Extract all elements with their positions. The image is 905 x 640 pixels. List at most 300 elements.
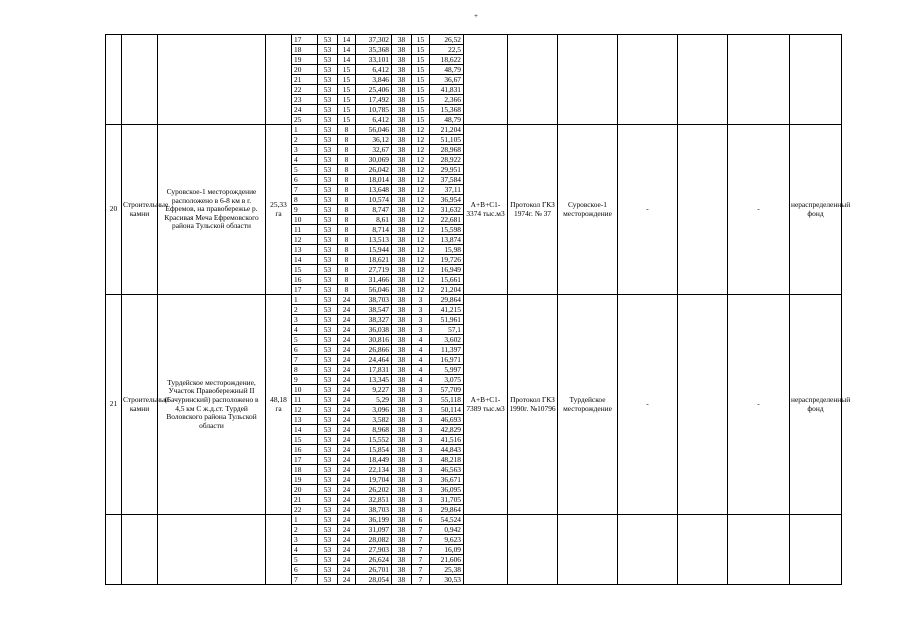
point-number: 7	[292, 355, 318, 365]
lon-seconds: 21,204	[430, 285, 464, 295]
lon-degrees: 38	[392, 55, 412, 65]
lon-minutes: 12	[412, 155, 430, 165]
lon-degrees: 38	[392, 105, 412, 115]
point-number: 12	[292, 405, 318, 415]
lat-degrees: 53	[318, 135, 338, 145]
lon-minutes: 3	[412, 385, 430, 395]
lat-seconds: 10,785	[356, 105, 392, 115]
empty-cell-9	[678, 125, 728, 295]
lon-seconds: 13,874	[430, 235, 464, 245]
lon-minutes: 4	[412, 375, 430, 385]
point-number: 7	[292, 575, 318, 585]
lon-seconds: 48,218	[430, 455, 464, 465]
lon-minutes: 3	[412, 415, 430, 425]
lat-seconds: 10,574	[356, 195, 392, 205]
lat-seconds: 27,903	[356, 545, 392, 555]
lon-degrees: 38	[392, 445, 412, 455]
point-number: 11	[292, 395, 318, 405]
lat-seconds: 56,046	[356, 125, 392, 135]
reserves-cell: А+В+С1-7389 тыс.м3	[464, 295, 508, 515]
site-name-cell	[558, 35, 618, 125]
lon-minutes: 12	[412, 185, 430, 195]
lat-degrees: 53	[318, 475, 338, 485]
point-number: 9	[292, 375, 318, 385]
lon-seconds: 3,602	[430, 335, 464, 345]
deposit-area: 25,33 га	[266, 125, 292, 295]
lat-degrees: 53	[318, 105, 338, 115]
lat-seconds: 24,464	[356, 355, 392, 365]
lon-minutes: 12	[412, 245, 430, 255]
lon-seconds: 3,075	[430, 375, 464, 385]
lat-degrees: 53	[318, 435, 338, 445]
lat-minutes: 24	[338, 405, 356, 415]
lat-seconds: 17,831	[356, 365, 392, 375]
lat-seconds: 56,046	[356, 285, 392, 295]
lat-minutes: 24	[338, 435, 356, 445]
point-number: 10	[292, 215, 318, 225]
lat-degrees: 53	[318, 35, 338, 45]
point-number: 4	[292, 545, 318, 555]
lon-seconds: 42,829	[430, 425, 464, 435]
empty-cell-8: -	[618, 295, 678, 515]
lat-seconds: 37,302	[356, 35, 392, 45]
lat-minutes: 15	[338, 75, 356, 85]
lon-degrees: 38	[392, 365, 412, 375]
point-number: 21	[292, 75, 318, 85]
lon-seconds: 26,52	[430, 35, 464, 45]
empty-cell-9	[678, 35, 728, 125]
lat-minutes: 24	[338, 525, 356, 535]
lon-seconds: 28,968	[430, 145, 464, 155]
lon-seconds: 15,598	[430, 225, 464, 235]
lon-minutes: 12	[412, 255, 430, 265]
lon-seconds: 21,606	[430, 555, 464, 565]
lat-minutes: 24	[338, 305, 356, 315]
lon-degrees: 38	[392, 115, 412, 125]
lon-degrees: 38	[392, 255, 412, 265]
row-number	[106, 515, 122, 585]
point-number: 5	[292, 335, 318, 345]
lon-degrees: 38	[392, 315, 412, 325]
point-number: 9	[292, 205, 318, 215]
lat-minutes: 24	[338, 355, 356, 365]
lat-minutes: 24	[338, 515, 356, 525]
lon-seconds: 36,954	[430, 195, 464, 205]
lat-seconds: 3,096	[356, 405, 392, 415]
lat-seconds: 30,069	[356, 155, 392, 165]
lat-minutes: 15	[338, 85, 356, 95]
lon-degrees: 38	[392, 235, 412, 245]
lat-minutes: 8	[338, 235, 356, 245]
lat-minutes: 8	[338, 245, 356, 255]
lat-minutes: 15	[338, 115, 356, 125]
lat-degrees: 53	[318, 165, 338, 175]
lon-degrees: 38	[392, 415, 412, 425]
point-number: 8	[292, 195, 318, 205]
lon-degrees: 38	[392, 485, 412, 495]
lat-seconds: 18,449	[356, 455, 392, 465]
lon-minutes: 4	[412, 365, 430, 375]
lon-minutes: 12	[412, 215, 430, 225]
lat-seconds: 36,038	[356, 325, 392, 335]
lat-minutes: 8	[338, 125, 356, 135]
empty-cell-10	[728, 515, 790, 585]
lon-degrees: 38	[392, 245, 412, 255]
lon-minutes: 12	[412, 135, 430, 145]
lat-seconds: 3,846	[356, 75, 392, 85]
lon-degrees: 38	[392, 545, 412, 555]
lon-minutes: 7	[412, 525, 430, 535]
lat-seconds: 13,513	[356, 235, 392, 245]
lat-minutes: 8	[338, 285, 356, 295]
lon-minutes: 3	[412, 425, 430, 435]
lon-seconds: 46,693	[430, 415, 464, 425]
deposit-description	[158, 515, 266, 585]
point-number: 6	[292, 565, 318, 575]
lat-degrees: 53	[318, 455, 338, 465]
lon-minutes: 3	[412, 455, 430, 465]
lon-minutes: 3	[412, 495, 430, 505]
lon-seconds: 41,516	[430, 435, 464, 445]
reserves-cell: А+В+С1-3374 тыс.м3	[464, 125, 508, 295]
lon-degrees: 38	[392, 565, 412, 575]
lon-minutes: 3	[412, 445, 430, 455]
lat-seconds: 38,327	[356, 315, 392, 325]
lat-minutes: 24	[338, 365, 356, 375]
lat-minutes: 24	[338, 385, 356, 395]
deposit-area	[266, 35, 292, 125]
lon-seconds: 51,105	[430, 135, 464, 145]
lat-degrees: 53	[318, 85, 338, 95]
point-number: 14	[292, 255, 318, 265]
lat-minutes: 24	[338, 425, 356, 435]
lat-degrees: 53	[318, 65, 338, 75]
lon-minutes: 12	[412, 195, 430, 205]
lon-seconds: 2,366	[430, 95, 464, 105]
lon-seconds: 16,949	[430, 265, 464, 275]
lat-minutes: 15	[338, 95, 356, 105]
lon-minutes: 3	[412, 325, 430, 335]
lat-degrees: 53	[318, 525, 338, 535]
lat-minutes: 8	[338, 135, 356, 145]
protocol-cell: Протокол ГКЗ 1990г. №10796	[508, 295, 558, 515]
lon-seconds: 29,864	[430, 505, 464, 515]
lon-minutes: 3	[412, 465, 430, 475]
lat-degrees: 53	[318, 245, 338, 255]
lon-minutes: 6	[412, 515, 430, 525]
lon-minutes: 7	[412, 555, 430, 565]
point-number: 22	[292, 505, 318, 515]
lat-degrees: 53	[318, 265, 338, 275]
lat-minutes: 24	[338, 295, 356, 305]
deposits-table	[105, 34, 851, 585]
mineral-type	[122, 35, 158, 125]
point-number: 3	[292, 535, 318, 545]
lon-seconds: 48,79	[430, 115, 464, 125]
lon-minutes: 7	[412, 535, 430, 545]
lat-degrees: 53	[318, 175, 338, 185]
lon-degrees: 38	[392, 35, 412, 45]
site-name-cell: Суровское-1 месторождение	[558, 125, 618, 295]
lat-seconds: 8,747	[356, 205, 392, 215]
lat-degrees: 53	[318, 155, 338, 165]
lon-minutes: 4	[412, 335, 430, 345]
lat-minutes: 8	[338, 185, 356, 195]
lon-degrees: 38	[392, 385, 412, 395]
site-name-cell: Турдейское месторождение	[558, 295, 618, 515]
mineral-type: Строительные камни	[122, 125, 158, 295]
lon-seconds: 5,997	[430, 365, 464, 375]
lon-degrees: 38	[392, 335, 412, 345]
empty-cell-10: -	[728, 295, 790, 515]
lon-degrees: 38	[392, 465, 412, 475]
lon-minutes: 3	[412, 505, 430, 515]
lon-minutes: 12	[412, 235, 430, 245]
lat-degrees: 53	[318, 425, 338, 435]
lat-seconds: 31,097	[356, 525, 392, 535]
lat-seconds: 31,466	[356, 275, 392, 285]
lon-seconds: 55,118	[430, 395, 464, 405]
lon-minutes: 15	[412, 35, 430, 45]
lat-minutes: 8	[338, 205, 356, 215]
lat-degrees: 53	[318, 535, 338, 545]
lon-minutes: 3	[412, 435, 430, 445]
lat-degrees: 53	[318, 495, 338, 505]
lon-minutes: 3	[412, 315, 430, 325]
lon-degrees: 38	[392, 185, 412, 195]
lon-minutes: 3	[412, 475, 430, 485]
lon-minutes: 15	[412, 75, 430, 85]
lon-seconds: 57,709	[430, 385, 464, 395]
lat-minutes: 8	[338, 145, 356, 155]
lon-seconds: 19,726	[430, 255, 464, 265]
lon-minutes: 15	[412, 55, 430, 65]
lat-minutes: 8	[338, 215, 356, 225]
lon-degrees: 38	[392, 95, 412, 105]
lon-seconds: 15,368	[430, 105, 464, 115]
deposits-table-wrapper	[105, 34, 851, 585]
point-number: 19	[292, 475, 318, 485]
lat-seconds: 26,624	[356, 555, 392, 565]
lat-minutes: 24	[338, 475, 356, 485]
point-number: 3	[292, 145, 318, 155]
lat-degrees: 53	[318, 485, 338, 495]
lat-minutes: 8	[338, 175, 356, 185]
lon-minutes: 7	[412, 575, 430, 585]
lon-degrees: 38	[392, 405, 412, 415]
point-number: 18	[292, 465, 318, 475]
lon-seconds: 46,563	[430, 465, 464, 475]
lat-degrees: 53	[318, 295, 338, 305]
lat-seconds: 30,816	[356, 335, 392, 345]
deposit-description	[158, 35, 266, 125]
point-number: 8	[292, 365, 318, 375]
row-number: 21	[106, 295, 122, 515]
lon-minutes: 7	[412, 565, 430, 575]
point-number: 17	[292, 285, 318, 295]
point-number: 20	[292, 485, 318, 495]
point-number: 17	[292, 455, 318, 465]
lat-seconds: 32,67	[356, 145, 392, 155]
protocol-cell	[508, 35, 558, 125]
lon-degrees: 38	[392, 275, 412, 285]
point-number: 5	[292, 555, 318, 565]
lat-degrees: 53	[318, 325, 338, 335]
lon-minutes: 4	[412, 345, 430, 355]
point-number: 16	[292, 275, 318, 285]
lat-minutes: 24	[338, 485, 356, 495]
lon-degrees: 38	[392, 375, 412, 385]
lon-degrees: 38	[392, 495, 412, 505]
lat-seconds: 9,227	[356, 385, 392, 395]
reserves-cell	[464, 35, 508, 125]
lat-seconds: 13,648	[356, 185, 392, 195]
lon-minutes: 12	[412, 125, 430, 135]
lon-seconds: 25,38	[430, 565, 464, 575]
point-number: 17	[292, 35, 318, 45]
point-number: 20	[292, 65, 318, 75]
lat-degrees: 53	[318, 275, 338, 285]
lat-degrees: 53	[318, 305, 338, 315]
point-number: 1	[292, 125, 318, 135]
lon-degrees: 38	[392, 435, 412, 445]
lon-seconds: 36,095	[430, 485, 464, 495]
lat-degrees: 53	[318, 215, 338, 225]
lon-minutes: 4	[412, 355, 430, 365]
lat-minutes: 15	[338, 105, 356, 115]
lat-minutes: 24	[338, 395, 356, 405]
lat-degrees: 53	[318, 185, 338, 195]
lat-seconds: 26,202	[356, 485, 392, 495]
lon-degrees: 38	[392, 345, 412, 355]
lon-degrees: 38	[392, 525, 412, 535]
lat-minutes: 8	[338, 255, 356, 265]
lat-seconds: 8,968	[356, 425, 392, 435]
lat-degrees: 53	[318, 95, 338, 105]
lon-minutes: 3	[412, 485, 430, 495]
status-cell	[790, 515, 842, 585]
lon-degrees: 38	[392, 265, 412, 275]
lat-seconds: 33,101	[356, 55, 392, 65]
lon-seconds: 9,623	[430, 535, 464, 545]
lat-minutes: 8	[338, 165, 356, 175]
deposit-area	[266, 515, 292, 585]
lat-minutes: 24	[338, 535, 356, 545]
lon-degrees: 38	[392, 65, 412, 75]
point-number: 21	[292, 495, 318, 505]
reserves-cell	[464, 515, 508, 585]
lon-degrees: 38	[392, 195, 412, 205]
lat-degrees: 53	[318, 355, 338, 365]
row-number: 20	[106, 125, 122, 295]
lon-minutes: 3	[412, 395, 430, 405]
point-number: 5	[292, 165, 318, 175]
lat-minutes: 24	[338, 465, 356, 475]
lon-minutes: 15	[412, 65, 430, 75]
lon-minutes: 15	[412, 85, 430, 95]
lat-minutes: 14	[338, 45, 356, 55]
lat-seconds: 36,12	[356, 135, 392, 145]
lat-degrees: 53	[318, 415, 338, 425]
deposit-description: Турдейское месторождение, Участок Правобережный II (Бачуринский) расположено в 4,5 км С ж.д.ст. Турдей Воловского района Тульской области	[158, 295, 266, 515]
lon-degrees: 38	[392, 575, 412, 585]
point-number: 7	[292, 185, 318, 195]
lat-minutes: 24	[338, 545, 356, 555]
lat-degrees: 53	[318, 395, 338, 405]
lat-seconds: 32,851	[356, 495, 392, 505]
lon-degrees: 38	[392, 225, 412, 235]
deposit-area: 48,18 га	[266, 295, 292, 515]
lon-seconds: 29,864	[430, 295, 464, 305]
lat-minutes: 14	[338, 55, 356, 65]
lon-degrees: 38	[392, 165, 412, 175]
deposit-description: Суровское-1 месторождение расположено в 6-8 км в г. Ефремов, на правобережье р. Красивая Меча Ефремовского района Тульской области	[158, 125, 266, 295]
lat-seconds: 36,199	[356, 515, 392, 525]
lon-degrees: 38	[392, 535, 412, 545]
lat-seconds: 5,29	[356, 395, 392, 405]
lat-minutes: 24	[338, 375, 356, 385]
coordinate-row	[106, 515, 842, 525]
lon-degrees: 38	[392, 145, 412, 155]
lat-degrees: 53	[318, 315, 338, 325]
lat-seconds: 26,701	[356, 565, 392, 575]
lon-seconds: 41,831	[430, 85, 464, 95]
lat-degrees: 53	[318, 375, 338, 385]
lat-seconds: 13,345	[356, 375, 392, 385]
point-number: 19	[292, 55, 318, 65]
lat-seconds: 26,042	[356, 165, 392, 175]
lon-degrees: 38	[392, 555, 412, 565]
lat-seconds: 19,704	[356, 475, 392, 485]
lat-minutes: 8	[338, 155, 356, 165]
lat-degrees: 53	[318, 405, 338, 415]
lon-seconds: 48,79	[430, 65, 464, 75]
lat-degrees: 53	[318, 505, 338, 515]
lon-degrees: 38	[392, 355, 412, 365]
lon-seconds: 51,961	[430, 315, 464, 325]
empty-cell-9	[678, 295, 728, 515]
lon-degrees: 38	[392, 45, 412, 55]
lon-degrees: 38	[392, 455, 412, 465]
lat-minutes: 8	[338, 225, 356, 235]
lat-degrees: 53	[318, 75, 338, 85]
lat-degrees: 53	[318, 385, 338, 395]
lon-seconds: 37,584	[430, 175, 464, 185]
lat-degrees: 53	[318, 45, 338, 55]
lon-seconds: 22,681	[430, 215, 464, 225]
lon-degrees: 38	[392, 325, 412, 335]
point-number: 22	[292, 85, 318, 95]
lat-degrees: 53	[318, 145, 338, 155]
lat-seconds: 3,582	[356, 415, 392, 425]
lon-degrees: 38	[392, 505, 412, 515]
lat-degrees: 53	[318, 555, 338, 565]
lon-minutes: 12	[412, 225, 430, 235]
lat-minutes: 24	[338, 445, 356, 455]
lat-seconds: 6,412	[356, 65, 392, 75]
point-number: 2	[292, 525, 318, 535]
lon-seconds: 11,397	[430, 345, 464, 355]
lon-degrees: 38	[392, 125, 412, 135]
lat-seconds: 18,621	[356, 255, 392, 265]
point-number: 10	[292, 385, 318, 395]
lon-seconds: 15,98	[430, 245, 464, 255]
lon-seconds: 22,5	[430, 45, 464, 55]
lon-minutes: 12	[412, 175, 430, 185]
lon-seconds: 0,942	[430, 525, 464, 535]
lat-minutes: 24	[338, 345, 356, 355]
coordinate-row	[106, 295, 842, 305]
